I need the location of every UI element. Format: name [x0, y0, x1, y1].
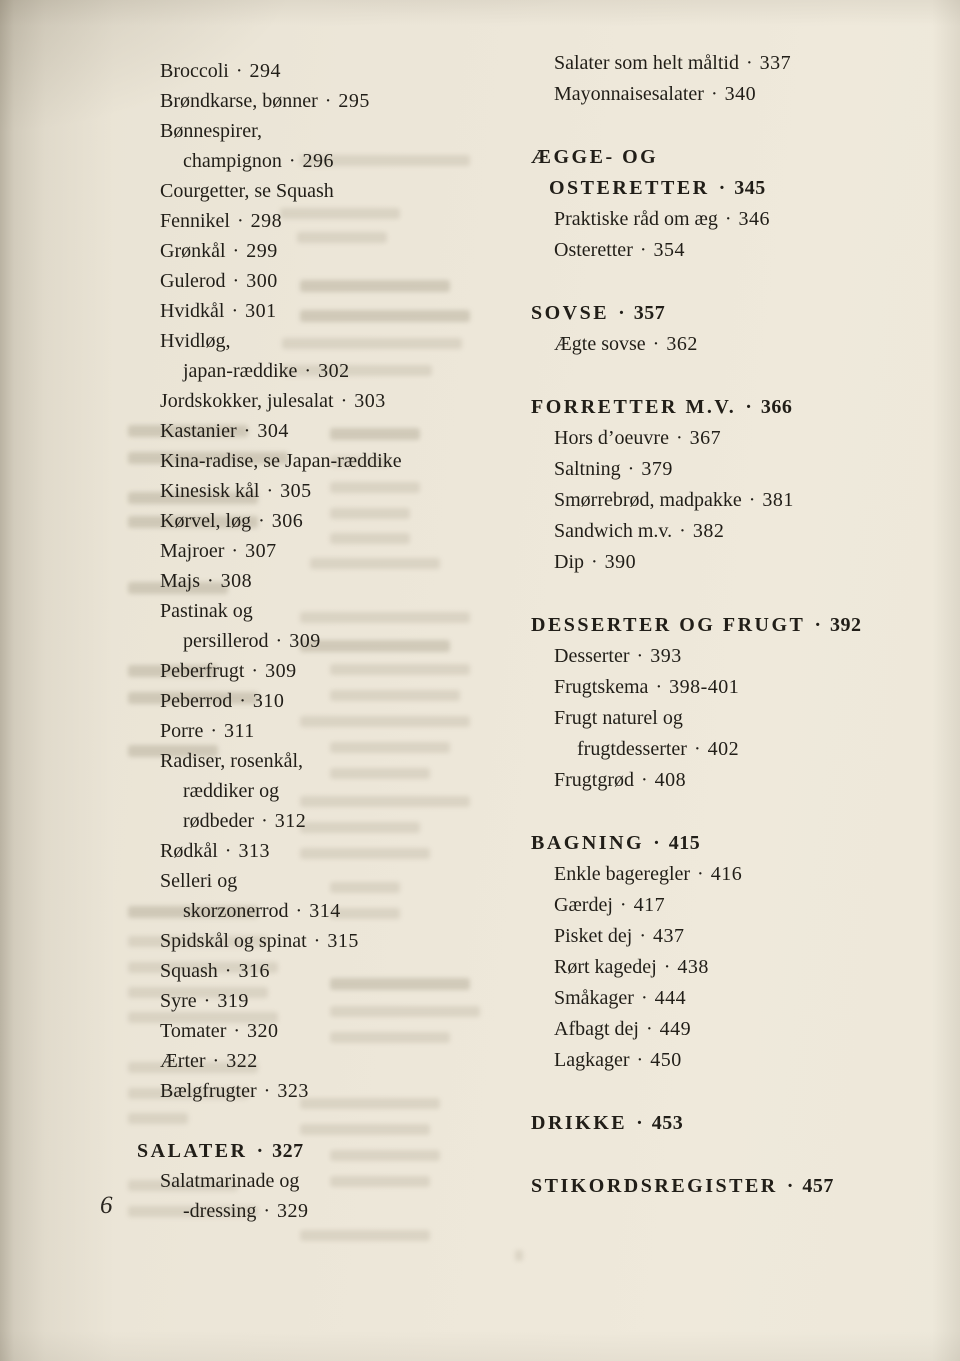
toc-entry [554, 983, 923, 1014]
entry-page-number: 322 [226, 1050, 258, 1072]
entry-page-number: 354 [653, 239, 686, 261]
toc-heading [531, 828, 923, 859]
entry-page-number: 311 [224, 720, 255, 742]
showthrough-smudge [515, 1250, 523, 1261]
entry-page-number: 305 [280, 480, 312, 502]
toc-entry [160, 386, 509, 416]
entry-title: Frugt naturel og [554, 707, 683, 729]
section-gap [531, 266, 923, 298]
entry-page-number: 408 [654, 769, 687, 791]
entry-title: Ægte sovse [554, 333, 646, 355]
dot-separator: · [203, 990, 211, 1012]
toc-heading [531, 1108, 923, 1139]
dot-separator: · [718, 177, 726, 199]
entry-title: SOVSE [531, 302, 610, 324]
dot-separator: · [724, 208, 732, 230]
section-gap [531, 360, 923, 392]
toc-entry [160, 836, 509, 866]
entry-page-number: 295 [338, 90, 370, 112]
entry-page-number: 309 [289, 630, 321, 652]
dot-separator: · [641, 769, 648, 791]
dot-separator: · [324, 90, 332, 112]
toc-entry [554, 547, 923, 578]
entry-title: Hvidkål [160, 300, 225, 322]
entry-title: Bønnespirer, [160, 120, 262, 142]
toc-entry [554, 703, 923, 734]
dot-separator: · [745, 52, 753, 74]
entry-page-number: 308 [220, 570, 253, 592]
dot-separator: · [251, 660, 259, 682]
entry-title: Grønkål [160, 240, 226, 262]
entry-page-number: 304 [257, 420, 289, 442]
toc-heading [531, 392, 923, 423]
entry-title: Kina-radise, se Japan-ræddike [160, 450, 402, 472]
toc-entry [160, 476, 509, 506]
entry-page-number: 314 [309, 900, 341, 922]
entry-page-number: 302 [318, 360, 350, 382]
entry-page-number: 312 [274, 810, 307, 832]
dot-separator: · [256, 1140, 264, 1162]
dot-separator: · [675, 427, 683, 449]
toc-entry [183, 356, 509, 386]
toc-entry [160, 296, 509, 326]
toc-heading [549, 173, 923, 204]
entry-title: ræddiker og [183, 780, 280, 802]
entry-page-number: 357 [633, 302, 666, 324]
dot-separator: · [231, 300, 239, 322]
entry-title: Sandwich m.v. [554, 520, 673, 542]
dot-separator: · [645, 1018, 653, 1040]
entry-page-number: 337 [759, 52, 792, 74]
entry-title: Spidskål og spinat [160, 930, 307, 952]
entry-title: Rørt kagedej [554, 956, 657, 978]
dot-separator: · [224, 840, 232, 862]
dot-separator: · [814, 614, 822, 636]
entry-title: Kastanier [160, 420, 237, 442]
entry-title: Mayonnaisesalater [554, 83, 704, 105]
entry-title: Gulerod [160, 270, 226, 292]
toc-entry [554, 921, 923, 952]
dot-separator: · [212, 1050, 220, 1072]
toc-entry [554, 890, 923, 921]
entry-title: Frugtgrød [554, 769, 634, 791]
toc-entry [160, 956, 509, 986]
toc-entry [554, 641, 923, 672]
toc-entry [160, 1046, 509, 1076]
entry-title: Tomater [160, 1020, 227, 1042]
toc-entry [554, 485, 923, 516]
entry-page-number: 362 [666, 333, 698, 355]
dot-separator: · [239, 690, 246, 712]
dot-separator: · [639, 239, 647, 261]
toc-entry [160, 1166, 509, 1196]
entry-title: persillerod [183, 630, 269, 652]
toc-entry [160, 416, 509, 446]
toc-entry [160, 86, 509, 116]
dot-separator: · [237, 210, 244, 232]
dot-separator: · [263, 1200, 270, 1222]
entry-title: Smørrebrød, madpakke [554, 489, 742, 511]
dot-separator: · [619, 894, 627, 916]
dot-separator: · [258, 510, 265, 532]
entry-title: Majs [160, 570, 200, 592]
toc-entry [160, 236, 509, 266]
entry-title: Peberrod [160, 690, 233, 712]
dot-separator: · [639, 925, 647, 947]
dot-separator: · [652, 333, 660, 355]
entry-page-number: 300 [246, 270, 278, 292]
entry-page-number: 402 [707, 738, 740, 760]
page-number: 6 [100, 1192, 113, 1219]
entry-title: Radiser, rosenkål, [160, 750, 304, 772]
dot-separator: · [232, 240, 240, 262]
entry-page-number: 306 [271, 510, 304, 532]
toc-entry [160, 746, 509, 776]
dot-separator: · [640, 987, 648, 1009]
entry-title: skorzonerrod [183, 900, 289, 922]
entry-title: DESSERTER OG FRUGT [531, 614, 806, 636]
toc-entry [183, 896, 509, 926]
section-gap [531, 796, 923, 828]
dot-separator: · [224, 960, 232, 982]
dot-separator: · [663, 956, 671, 978]
toc-entry [554, 516, 923, 547]
entry-page-number: 327 [272, 1140, 304, 1162]
toc-entry [554, 1014, 923, 1045]
entry-title: STIKORDSREGISTER [531, 1175, 778, 1197]
dot-separator: · [233, 1020, 241, 1042]
entry-page-number: 393 [650, 645, 682, 667]
dot-separator: · [231, 540, 239, 562]
toc-entry [160, 716, 509, 746]
dot-separator: · [697, 863, 704, 885]
entry-title: Squash [160, 960, 218, 982]
entry-title: FORRETTER M.V. [531, 396, 737, 418]
toc-entry [554, 765, 923, 796]
dot-separator: · [745, 396, 752, 418]
entry-page-number: 453 [651, 1112, 684, 1134]
dot-separator: · [748, 489, 756, 511]
toc-entry [554, 423, 923, 454]
dot-separator: · [313, 930, 321, 952]
entry-page-number: 316 [238, 960, 270, 982]
toc-entry [160, 566, 509, 596]
toc-entry [183, 776, 509, 806]
entry-page-number: 294 [249, 60, 282, 82]
entry-page-number: 303 [354, 390, 386, 412]
entry-title: Osteretter [554, 239, 633, 261]
toc-entry [160, 1016, 509, 1046]
entry-title: Småkager [554, 987, 634, 1009]
entry-page-number: 416 [710, 863, 743, 885]
entry-title: Bælgfrugter [160, 1080, 257, 1102]
toc-heading [531, 142, 923, 173]
toc-entry [160, 536, 509, 566]
entry-page-number: 449 [659, 1018, 692, 1040]
entry-title: Gærdej [554, 894, 613, 916]
dot-separator: · [710, 83, 718, 105]
entry-title: Lagkager [554, 1049, 630, 1071]
entry-page-number: 310 [252, 690, 285, 712]
entry-title: Pisket dej [554, 925, 633, 947]
entry-title: Jordskokker, julesalat [160, 390, 334, 412]
toc-heading [531, 610, 923, 641]
entry-title: Pastinak og [160, 600, 253, 622]
toc-entry [554, 454, 923, 485]
dot-separator: · [207, 570, 214, 592]
toc-entry [160, 596, 509, 626]
dot-separator: · [261, 810, 268, 832]
toc-entry [160, 866, 509, 896]
entry-title: Salatmarinade og [160, 1170, 300, 1192]
toc-heading [531, 298, 923, 329]
section-gap [531, 1076, 923, 1108]
entry-page-number: 340 [724, 83, 757, 105]
toc-entry [183, 806, 509, 836]
dot-separator: · [340, 390, 348, 412]
dot-separator: · [210, 720, 217, 742]
entry-page-number: 366 [760, 396, 793, 418]
section-gap [531, 1139, 923, 1171]
toc-entry [160, 926, 509, 956]
dot-separator: · [591, 551, 598, 573]
entry-page-number: 345 [734, 177, 766, 199]
entry-title: Brøndkarse, bønner [160, 90, 318, 112]
toc-entry [160, 656, 509, 686]
toc-entry [554, 1045, 923, 1076]
toc-entry [160, 1076, 509, 1106]
section-gap [137, 1106, 509, 1136]
toc-entry [554, 204, 923, 235]
toc-entry [160, 446, 509, 476]
entry-title: Kørvel, løg [160, 510, 252, 532]
entry-page-number: 329 [277, 1200, 309, 1222]
toc-entry [554, 859, 923, 890]
dot-separator: · [288, 150, 296, 172]
toc-entry [160, 206, 509, 236]
entry-page-number: 313 [238, 840, 270, 862]
toc-entry [160, 326, 509, 356]
entry-title: Desserter [554, 645, 630, 667]
dot-separator: · [693, 738, 701, 760]
toc-entry [554, 79, 923, 110]
entry-page-number: 417 [633, 894, 666, 916]
toc-heading [531, 1171, 923, 1202]
dot-separator: · [653, 832, 660, 854]
toc-entry [554, 672, 923, 703]
entry-title: Afbagt dej [554, 1018, 639, 1040]
entry-title: Hors d’oeuvre [554, 427, 669, 449]
entry-page-number: 390 [604, 551, 637, 573]
entry-title: Saltning [554, 458, 621, 480]
entry-title: Syre [160, 990, 197, 1012]
toc-entry [554, 48, 923, 79]
entry-title: OSTERETTER [549, 177, 710, 199]
entry-page-number: 323 [277, 1080, 309, 1102]
toc-entry [183, 626, 509, 656]
dot-separator: · [295, 900, 303, 922]
dot-separator: · [786, 1175, 794, 1197]
entry-title: BAGNING [531, 832, 645, 854]
entry-title: Dip [554, 551, 584, 573]
entry-page-number: 415 [668, 832, 701, 854]
entry-page-number: 398-401 [669, 676, 740, 698]
entry-title: Praktiske råd om æg [554, 208, 718, 230]
entry-title: Porre [160, 720, 204, 742]
dot-separator: · [235, 60, 243, 82]
entry-title: Majroer [160, 540, 225, 562]
toc-entry [554, 235, 923, 266]
entry-title: Salater som helt måltid [554, 52, 739, 74]
toc-entry [554, 952, 923, 983]
toc-entry [160, 266, 509, 296]
dot-separator: · [266, 480, 274, 502]
entry-page-number: 457 [802, 1175, 834, 1197]
entry-page-number: 444 [654, 987, 687, 1009]
entry-page-number: 382 [692, 520, 725, 542]
dot-separator: · [636, 1112, 643, 1134]
toc-entry [160, 116, 509, 146]
entry-title: Fennikel [160, 210, 230, 232]
dot-separator: · [618, 302, 625, 324]
entry-page-number: 315 [327, 930, 359, 952]
entry-title: japan-ræddike [183, 360, 298, 382]
entry-page-number: 299 [246, 240, 278, 262]
toc-entry [554, 329, 923, 360]
entry-title: ÆGGE- OG [531, 146, 659, 168]
showthrough-smudge [300, 1230, 430, 1241]
entry-page-number: 296 [302, 150, 335, 172]
toc-entry [160, 986, 509, 1016]
toc-entry [160, 506, 509, 536]
entry-title: Selleri og [160, 870, 238, 892]
entry-page-number: 301 [245, 300, 277, 322]
entry-page-number: 320 [247, 1020, 279, 1042]
entry-page-number: 392 [830, 614, 862, 636]
entry-title: Frugtskema [554, 676, 649, 698]
entry-title: rødbeder [183, 810, 255, 832]
entry-title: Rødkål [160, 840, 218, 862]
entry-title: champignon [183, 150, 282, 172]
entry-page-number: 298 [250, 210, 283, 232]
dot-separator: · [263, 1080, 271, 1102]
entry-page-number: 437 [653, 925, 685, 947]
dot-separator: · [636, 645, 644, 667]
entry-title: DRIKKE [531, 1112, 628, 1134]
toc-heading [137, 1136, 509, 1166]
entry-page-number: 450 [650, 1049, 682, 1071]
entry-page-number: 307 [245, 540, 277, 562]
entry-title: Peberfrugt [160, 660, 245, 682]
entry-page-number: 309 [265, 660, 297, 682]
dot-separator: · [636, 1049, 644, 1071]
entry-page-number: 438 [677, 956, 709, 978]
toc-entry [577, 734, 923, 765]
toc-entry [183, 1196, 509, 1226]
entry-title: Enkle bageregler [554, 863, 691, 885]
section-gap [531, 110, 923, 142]
dot-separator: · [655, 676, 663, 698]
dot-separator: · [275, 630, 283, 652]
entry-title: Hvidløg, [160, 330, 231, 352]
toc-left-column [137, 56, 509, 1226]
section-gap [531, 578, 923, 610]
entry-title: -dressing [183, 1200, 257, 1222]
entry-title: Ærter [160, 1050, 206, 1072]
dot-separator: · [627, 458, 635, 480]
entry-page-number: 379 [641, 458, 673, 480]
toc-entry [160, 176, 509, 206]
toc-entry [160, 56, 509, 86]
entry-title: SALATER [137, 1140, 248, 1162]
dot-separator: · [232, 270, 240, 292]
toc-right-column [531, 48, 923, 1202]
entry-page-number: 367 [689, 427, 722, 449]
dot-separator: · [679, 520, 686, 542]
entry-page-number: 381 [762, 489, 794, 511]
entry-page-number: 346 [738, 208, 771, 230]
dot-separator: · [243, 420, 251, 442]
entry-title: Courgetter, se Squash [160, 180, 334, 202]
dot-separator: · [304, 360, 312, 382]
entry-title: Kinesisk kål [160, 480, 260, 502]
entry-title: frugtdesserter [577, 738, 687, 760]
entry-page-number: 319 [217, 990, 249, 1012]
entry-title: Broccoli [160, 60, 229, 82]
toc-entry [160, 686, 509, 716]
toc-entry [183, 146, 509, 176]
